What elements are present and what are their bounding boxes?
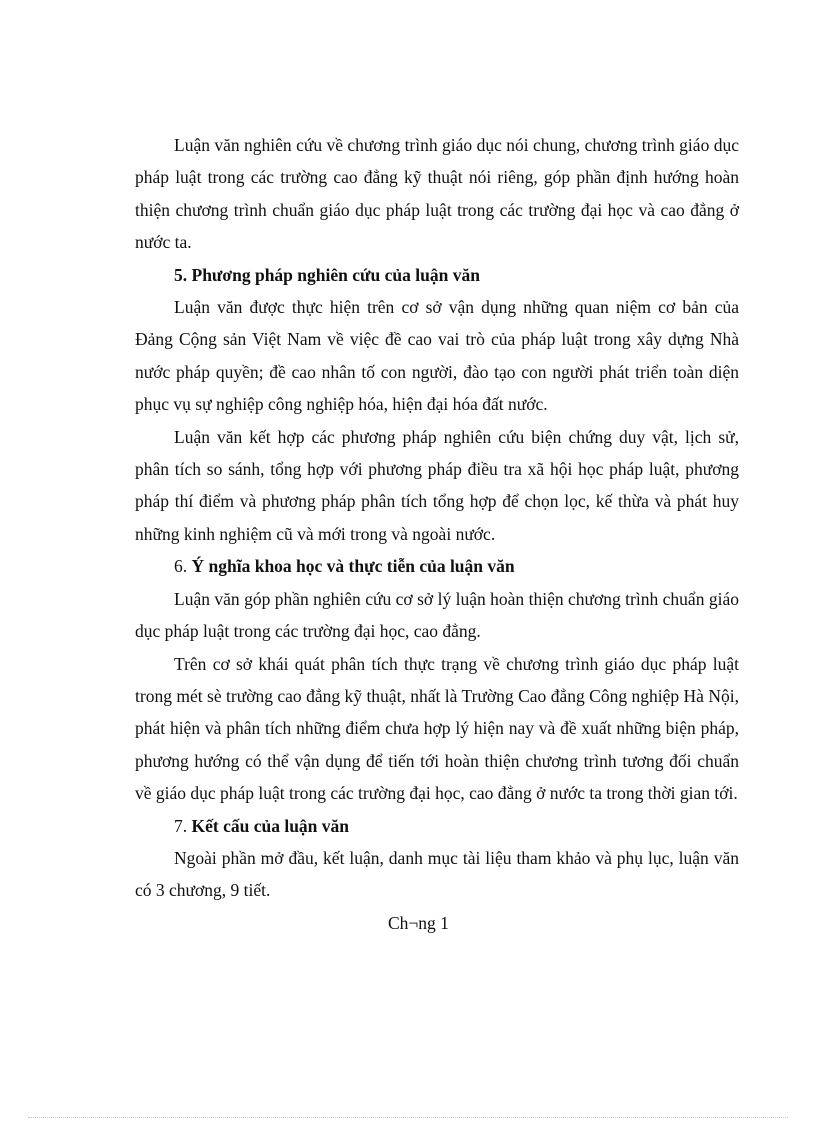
paragraph-practical-contribution: Trên cơ sở khái quát phân tích thực trạng về chương trình giáo dục pháp luật trong mét sè trường cao đẳng kỹ thuật, nhất là Trường Cao đẳng Công nghiệp Hà Nội, phát hiện và phân tích những điểm chưa hợp lý hiện nay và đề xuất những biện pháp, phương hướng có thể vận dụng để tiến tới hoàn thiện chương trình tương đối chuẩn về giáo dục pháp luật trong các trường đại học, cao đẳng ở nước ta trong thời gian tới.: [135, 653, 739, 804]
paragraph-methods-combination: Luận văn kết hợp các phương pháp nghiên cứu biện chứng duy vật, lịch sử, phân tích so sánh, tổng hợp với phương pháp điều tra xã hội học pháp luật, phương pháp thí điểm và phương pháp phân tích tổng hợp để chọn lọc, kế thừa và phát huy những kinh nghiệm cũ và mới trong và ngoài nước.: [135, 426, 739, 544]
heading-6-text: Ý nghĩa khoa học và thực tiễn của luận văn: [187, 556, 515, 577]
document-body: [135, 129, 739, 939]
paragraph-significance-intro: Luận văn nghiên cứu về chương trình giáo dục nói chung, chương trình giáo dục pháp luật trong các trường cao đẳng kỹ thuật nói riêng, góp phần định hướng hoàn thiện chương trình chuẩn giáo dục pháp luật trong các trường đại học và cao đẳng ở nước ta.: [135, 135, 739, 253]
heading-7-text: Kết cấu của luận văn: [187, 815, 350, 836]
heading-scientific-significance: [135, 550, 739, 582]
heading-research-methods: 5. Phương pháp nghiên cứu của luận văn: [174, 264, 480, 285]
paragraph-theoretical-contribution: Luận văn góp phần nghiên cứu cơ sở lý luận hoàn thiện chương trình chuẩn giáo dục pháp luật trong các trường đại học, cao đẳng.: [135, 588, 739, 642]
chapter-label: Ch¬ng 1: [388, 912, 449, 933]
heading-thesis-structure: [135, 810, 739, 842]
paragraph-methods-basis: Luận văn được thực hiện trên cơ sở vận dụng những quan niệm cơ bản của Đảng Cộng sản Việt Nam về việc đề cao vai trò của pháp luật trong xây dựng Nhà nước pháp quyền; đề cao nhân tố con người, đào tạo con người phát triển toàn diện phục vụ sự nghiệp công nghiệp hóa, hiện đại hóa đất nước.: [135, 297, 739, 415]
heading-7-number: 7.: [174, 815, 188, 836]
heading-6-number: 6.: [174, 556, 188, 577]
page-bottom-divider: [28, 1117, 788, 1118]
paragraph-structure-summary: Ngoài phần mở đầu, kết luận, danh mục tài liệu tham khảo và phụ lục, luận văn có 3 chương, 9 tiết.: [135, 847, 739, 901]
